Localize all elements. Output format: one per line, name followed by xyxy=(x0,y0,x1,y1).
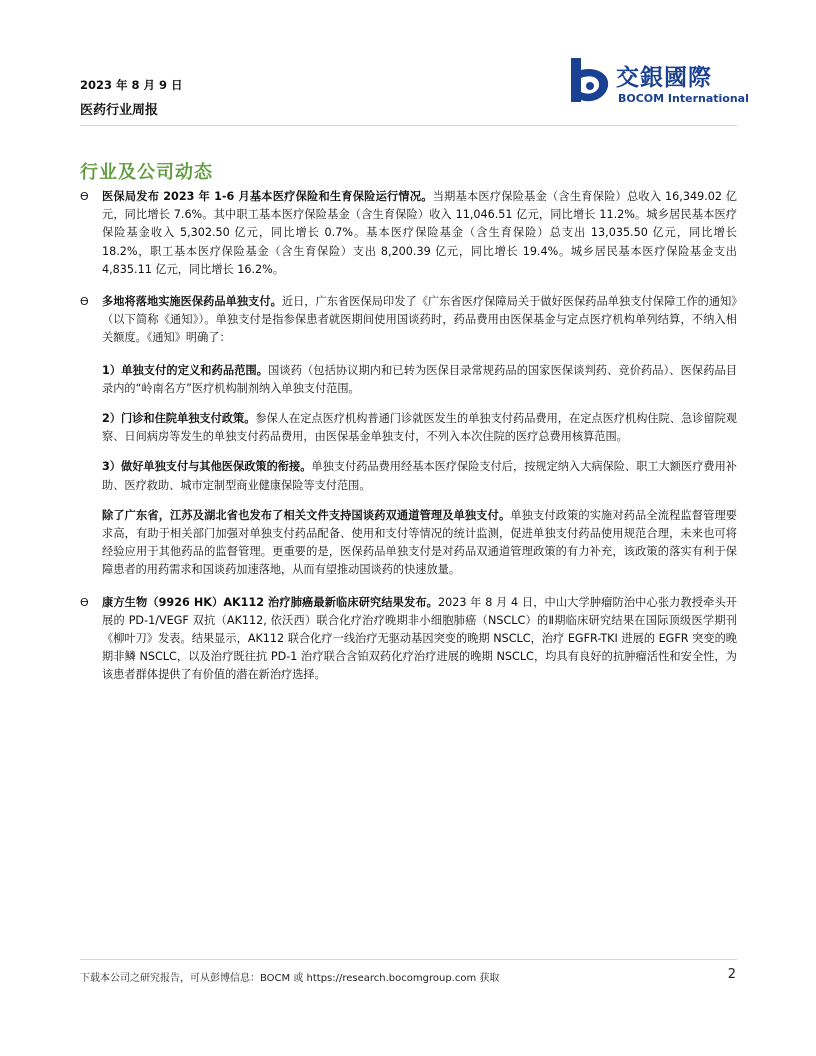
bocom-logo xyxy=(566,56,766,106)
sub-point-lead: 1）单独支付的定义和药品范围。 xyxy=(102,363,269,377)
analysis-lead: 除了广东省，江苏及湖北省也发布了相关文件支持国谈药双通道管理及单独支付。 xyxy=(102,508,511,522)
logo-chinese-name: 交銀國際 xyxy=(616,65,712,91)
header-divider xyxy=(80,125,737,126)
circle-theta-bullet-icon: ϴ xyxy=(80,595,89,609)
item-lead: 康方生物（9926 HK）AK112 治疗肺癌最新临床研究结果发布。 xyxy=(102,595,438,609)
report-date: 2023 年 8 月 9 日 xyxy=(80,78,183,92)
analysis-paragraph xyxy=(102,507,737,580)
news-item-akeso-ak112 xyxy=(80,594,737,685)
report-title: 医药行业周报 xyxy=(80,103,159,118)
sub-point-text: 国谈药（包括协议期内和已转为医保目录常规药品的国家医保谈判药、竞价药品）、医保药品目录内的“岭南名方”医疗机构制剂纳入单独支付范围。 xyxy=(102,363,737,395)
circle-theta-bullet-icon: ϴ xyxy=(80,190,89,203)
footer-divider xyxy=(80,959,737,960)
item-lead: 多地将落地实施医保药品单独支付。 xyxy=(102,295,282,309)
sub-point-outpatient-inpatient xyxy=(102,410,737,446)
article-body xyxy=(80,188,737,699)
item-text: 近日，广东省医保局印发了《广东省医疗保障局关于做好医保药品单独支付保障工作的通知》（以下简称《通知》）。单独支付是指参保患者就医期间使用国谈药时，药品费用由医保基金与定点医疗机构单列结算，不纳入相关额度。《通知》明确了： xyxy=(102,295,737,345)
page-number: 2 xyxy=(727,967,736,982)
item-text: 当期基本医疗保险基金（含生育保险）总收入 16,349.02 亿元，同比增长 7.6%。其中职工基本医疗保险基金（含生育保险）收入 11,046.51 亿元，同比增长 11.2%。城乡居民基本医疗保险基金收入 5,302.50 亿元，同比增长 0.7%。基本医疗保险基金（含生育保险）总支出 13,035.50 亿元，同比增长 18.2%，职工基本医疗保险基金（含生育保险）支出 8,200.39 亿元，同比增长 19.4%。城乡居民基本医疗保险基金支出 4,835.11 亿元，同比增长 16.2%。 xyxy=(102,190,737,276)
sub-point-definition xyxy=(102,362,737,398)
sub-point-policy-link xyxy=(102,458,737,494)
item-text: 2023 年 8 月 4 日，中山大学肿瘤防治中心张力教授牵头开展的 PD-1/VEGF 双抗（AK112, 依沃西）联合化疗治疗晚期非小细胞肺癌（NSCLC）的Ⅱ期临床研究结果在国际顶级医学期刊《柳叶刀》发表。结果显示，AK112 联合化疗一线治疗无驱动基因突变的晚期 NSCLC，治疗 EGFR-TKI 进展的 EGFR 突变的晚期非鳞 NSCLC，以及治疗既往抗 PD-1 治疗联合含铂双药化疗治疗进展的晚期 NSCLC，均具有良好的抗肿瘤活性和安全性，为该患者群体提供了有价值的潜在新治疗选择。 xyxy=(102,595,737,682)
footer-note: 下载本公司之研究报告，可从彭博信息：BOCM 或 https://research.bocomgroup.com 获取 xyxy=(80,973,500,984)
news-item-medical-insurance xyxy=(80,188,737,279)
section-title: 行业及公司动态 xyxy=(80,162,213,183)
item-lead: 医保局发布 2023 年 1-6 月基本医疗保险和生育保险运行情况。 xyxy=(102,190,433,203)
news-item-separate-payment xyxy=(80,293,737,348)
analysis-text: 单独支付政策的实施对药品全流程监督管理要求高，有助于相关部门加强对单独支付药品配备、使用和支付等情况的统计监测，促进单独支付药品使用规范合理，未来也可将经验应用于其他药品的监督管理。更重要的是，医保药品单独支付是对药品双通道管理政策的有力补充，该政策的落实有利于保障患者的用药需求和国谈药加速落地，从而有望推动国谈药的快速放量。 xyxy=(102,508,737,577)
logo-english-name: BOCOM International xyxy=(618,92,749,105)
sub-point-lead: 2）门诊和住院单独支付政策。 xyxy=(102,412,256,426)
sub-point-text: 参保人在定点医疗机构普通门诊就医发生的单独支付药品费用，在定点医疗机构住院、急诊留院观察、日间病房等发生的单独支付药品费用，由医保基金单独支付，不列入本次住院的医疗总费用核算范围。 xyxy=(102,412,737,444)
circle-theta-bullet-icon: ϴ xyxy=(80,295,89,309)
bocom-logo-mark-icon xyxy=(566,56,612,104)
sub-point-lead: 3）做好单独支付与其他医保政策的衔接。 xyxy=(102,460,312,474)
sub-point-text: 单独支付药品费用经基本医疗保险支付后，按规定纳入大病保险、职工大额医疗费用补助、医疗救助、城市定制型商业健康保险等支付范围。 xyxy=(102,460,737,492)
